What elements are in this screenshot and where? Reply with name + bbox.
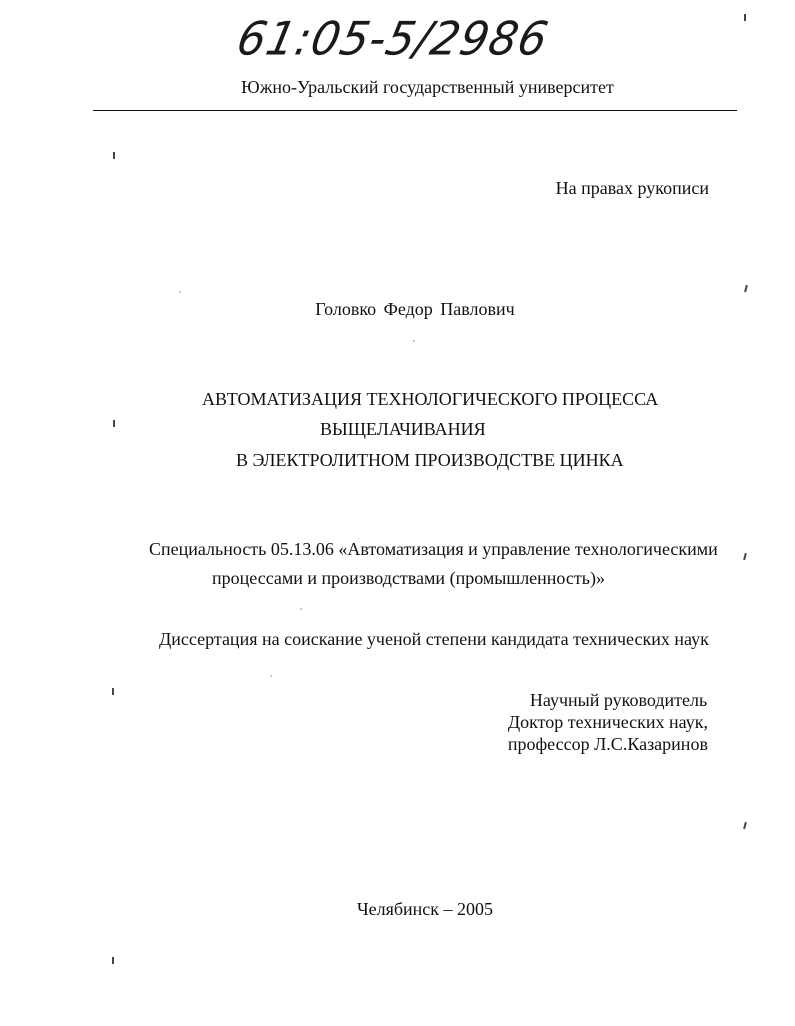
supervisor-block <box>508 689 708 755</box>
scan-mark <box>113 152 115 159</box>
scan-dot <box>413 340 415 342</box>
specialty-line-1: Специальность 05.13.06 «Автоматизация и управление технологическими <box>149 539 718 559</box>
scan-mark <box>743 553 746 560</box>
scan-mark <box>113 420 115 427</box>
specialty-line-2: процессами и производствами (промышленность)» <box>212 568 605 588</box>
scan-dot <box>270 675 272 677</box>
supervisor-line-3: профессор Л.С.Казаринов <box>507 734 708 754</box>
scan-dot <box>300 608 302 610</box>
rights-note: На правах рукописи <box>555 178 709 198</box>
supervisor-line-2: Доктор технических наук, <box>507 712 708 732</box>
scan-mark <box>744 285 747 292</box>
title-line-3: В ЭЛЕКТРОЛИТНОМ ПРОИЗВОДСТВЕ ЦИНКА <box>236 450 624 470</box>
scan-dot <box>179 291 181 293</box>
header-divider <box>93 110 737 111</box>
title-line-2: ВЫЩЕЛАЧИВАНИЯ <box>320 419 486 439</box>
thesis-note: Диссертация на соискание ученой степени кандидата технических наук <box>159 629 709 649</box>
handwritten-catalog-number: 61:05-5/2986 <box>232 12 554 67</box>
title-line-1: АВТОМАТИЗАЦИЯ ТЕХНОЛОГИЧЕСКОГО ПРОЦЕССА <box>202 389 659 409</box>
scan-mark <box>743 822 746 829</box>
university-name: Южно-Уральский государственный университет <box>241 77 614 97</box>
scan-mark <box>112 957 114 964</box>
city-year: Челябинск – 2005 <box>356 899 494 919</box>
author-name: Головко Федор Павлович <box>315 299 515 319</box>
supervisor-line-1: Научный руководитель <box>529 690 708 710</box>
scan-mark <box>744 14 746 21</box>
scan-mark <box>112 688 114 695</box>
